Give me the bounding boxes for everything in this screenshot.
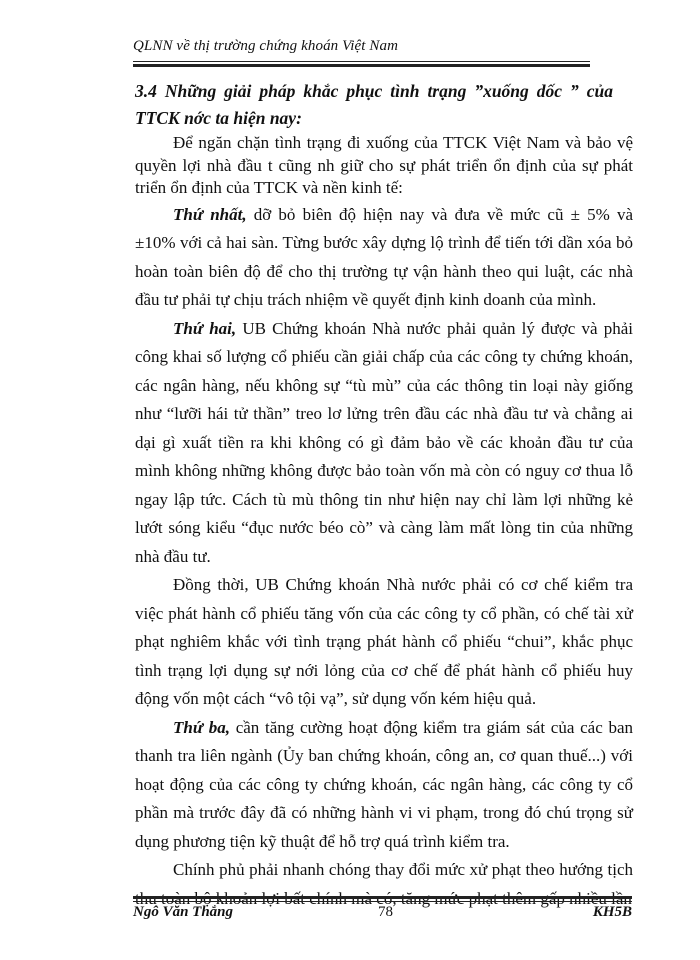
header-divider xyxy=(133,61,590,67)
paragraph-lead: Thứ hai, xyxy=(173,318,237,338)
paragraph-text: Chính phủ phải nhanh chóng thay đổi mức xử phạt theo hướng tịch thu toàn bộ khoản lợi bất chính mà có, tăng mức phạt thêm gấp nhiều lần xyxy=(135,860,633,908)
author-name: Ngô Văn Thắng xyxy=(133,904,234,920)
class-code: KH5B xyxy=(592,904,632,920)
page-body xyxy=(135,78,633,913)
paragraph-text: Để ngăn chặn tình trạng đi xuống của TTCK Việt Nam và bảo vệ quyền lợi nhà đầu t cũng nh giữ cho sự phát triển ổn định của sự phát triển ổn định của TTCK và nền kinh tế: xyxy=(135,133,633,197)
paragraph-text: cần tăng cường hoạt động kiểm tra giám sát của các ban thanh tra liên ngành (Ủy ban chứng khoán, công an, cơ quan thuế...) với hoạt động của các công ty chứng khoán, các ngân hàng, các công ty cổ phần mà trước đây đã có những hành vi vi phạm, trong đó chú trọng sử dụng phương tiện kỹ thuật để hỗ trợ quá trình kiểm tra. xyxy=(135,717,633,851)
paragraph-text: dỡ bỏ biên độ hiện nay và đưa về mức cũ ± 5% và ±10% với cả hai sàn. Từng bước xây dựng lộ trình để tiến tới dần xóa bỏ hoàn toàn biên độ để cho thị trường tự vận hành theo qui luật, các nhà đầu tư phải tự chịu trách nhiệm về quyết định kinh doanh của mình. xyxy=(135,204,634,309)
paragraph-text: Đồng thời, UB Chứng khoán Nhà nước phải có cơ chế kiểm tra việc phát hành cổ phiếu tăng vốn của các công ty cổ phần, có chế tài xử phạt nghiêm khắc với tình trạng phát hành cổ phiếu “chui”, khắc phục tình trạng lợi dụng sự nới lỏng của cơ chế để phát hành cổ phiếu huy động vốn một cách “vô tội vạ”, sử dụng vốn kém hiệu quả. xyxy=(135,575,633,708)
paragraph-lead: Thứ ba, xyxy=(173,717,230,737)
section-heading: 3.4 Những giải pháp khắc phục tình trạng ”xuống dốc ” của TTCK nớc ta hiện nay: xyxy=(135,81,613,128)
page-number: 78 xyxy=(378,904,393,920)
paragraph-text: UB Chứng khoán Nhà nước phải quản lý được và phải công khai số lượng cổ phiếu cần giải chấp của các công ty chứng khoán, các ngân hàng, nếu không sự “tù mù” của các thông tin loại này giống như “lưỡi hái tử thần” treo lơ lửng trên đầu các nhà đầu tư và chẳng ai dại gì xuất tiền ra khi không có gì đảm bảo về các khoản đầu tư của mình không những không được bảo toàn vốn mà còn có nguy cơ thua lỗ ngay lập tức. Cách tù mù thông tin như hiện nay chỉ làm lợi những kẻ lướt sóng kiểu “đục nước béo cò” và càng làm mất lòng tin của những nhà đầu tư. xyxy=(135,318,634,566)
paragraph-second-measure xyxy=(135,315,633,572)
intro-paragraph xyxy=(135,132,633,200)
footer-divider xyxy=(133,896,632,902)
paragraph-first-measure xyxy=(135,201,633,315)
page-footer xyxy=(133,904,632,924)
paragraph-third-measure xyxy=(135,714,633,857)
paragraph-simultaneously xyxy=(135,571,633,714)
running-header: QLNN về thị trường chứng khoán Việt Nam xyxy=(133,38,399,54)
paragraph-lead: Thứ nhất, xyxy=(173,204,247,224)
